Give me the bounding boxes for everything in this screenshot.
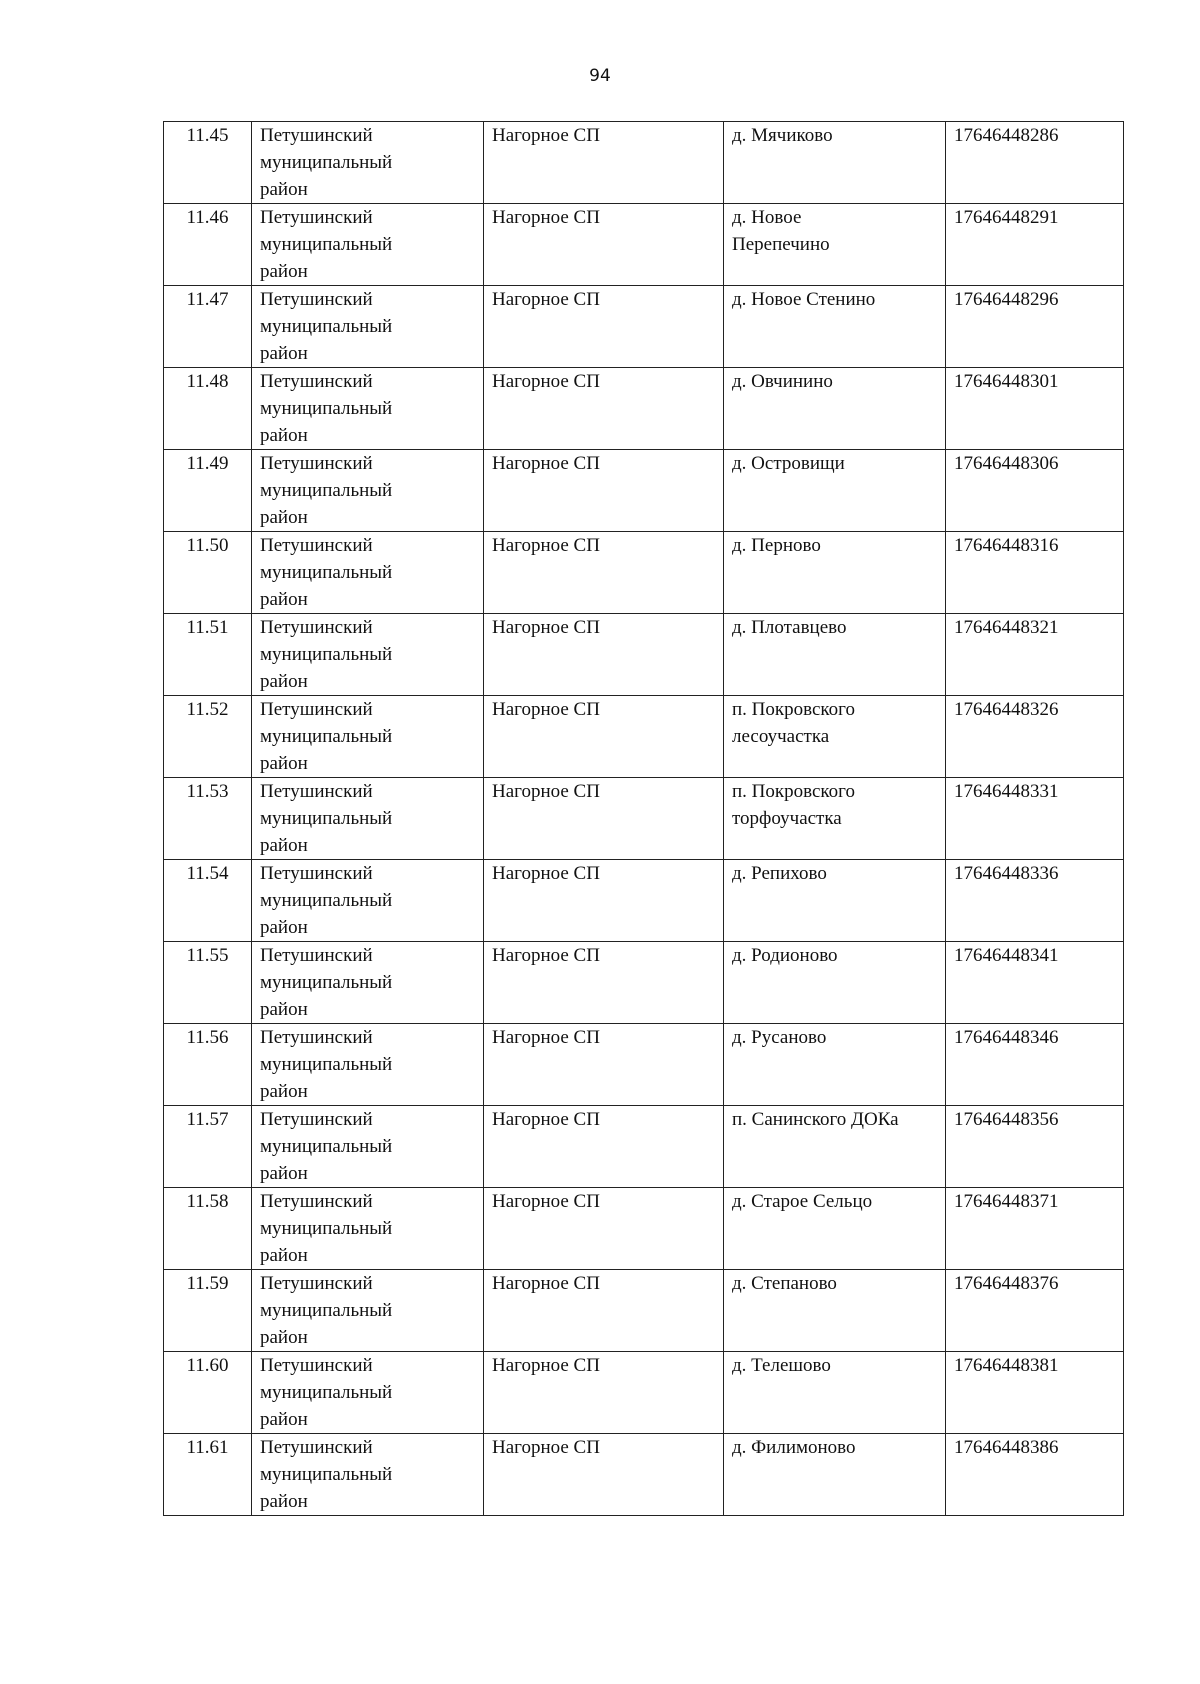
- oktmo-code-cell: 17646448331: [946, 778, 1124, 860]
- locality-line: д. Русаново: [732, 1027, 827, 1048]
- row-number: 11.48: [164, 368, 252, 450]
- table-row: [164, 778, 1124, 860]
- oktmo-code-cell: 17646448371: [946, 1188, 1124, 1270]
- oktmo-code-cell: 17646448306: [946, 450, 1124, 532]
- locality-cell: [724, 614, 946, 696]
- oktmo-code-cell: 17646448386: [946, 1434, 1124, 1516]
- district-line: район: [260, 917, 308, 938]
- locality-line: Перепечино: [732, 234, 830, 255]
- district-cell: [252, 204, 484, 286]
- district-line: Петушинский: [260, 617, 373, 638]
- district-line: Петушинский: [260, 207, 373, 228]
- district-line: Петушинский: [260, 1109, 373, 1130]
- district-line: муниципальный: [260, 726, 393, 747]
- locality-line: п. Покровского: [732, 699, 855, 720]
- locality-cell: [724, 942, 946, 1024]
- table-row: [164, 1106, 1124, 1188]
- district-line: муниципальный: [260, 644, 393, 665]
- oktmo-code-cell: 17646448301: [946, 368, 1124, 450]
- district-line: муниципальный: [260, 1464, 393, 1485]
- district-cell: [252, 122, 484, 204]
- district-cell: [252, 614, 484, 696]
- district-cell: [252, 1270, 484, 1352]
- district-line: район: [260, 753, 308, 774]
- row-number: 11.51: [164, 614, 252, 696]
- table-row: [164, 1352, 1124, 1434]
- oktmo-code-cell: 17646448336: [946, 860, 1124, 942]
- settlement-cell: Нагорное СП: [484, 696, 724, 778]
- district-line: район: [260, 671, 308, 692]
- district-line: район: [260, 1491, 308, 1512]
- district-cell: [252, 1106, 484, 1188]
- oktmo-code-cell: 17646448381: [946, 1352, 1124, 1434]
- locality-cell: [724, 286, 946, 368]
- district-line: Петушинский: [260, 1437, 373, 1458]
- district-cell: [252, 1434, 484, 1516]
- locality-cell: [724, 204, 946, 286]
- district-line: район: [260, 1409, 308, 1430]
- locality-cell: [724, 1270, 946, 1352]
- district-cell: [252, 696, 484, 778]
- district-line: район: [260, 1081, 308, 1102]
- locality-cell: [724, 1352, 946, 1434]
- district-cell: [252, 450, 484, 532]
- district-line: муниципальный: [260, 808, 393, 829]
- district-line: муниципальный: [260, 1054, 393, 1075]
- page-number: 94: [589, 66, 611, 86]
- district-cell: [252, 286, 484, 368]
- settlement-cell: Нагорное СП: [484, 1188, 724, 1270]
- district-line: район: [260, 1163, 308, 1184]
- district-line: Петушинский: [260, 1191, 373, 1212]
- locality-cell: [724, 778, 946, 860]
- locality-line: п. Санинского ДОКа: [732, 1109, 899, 1130]
- district-line: муниципальный: [260, 890, 393, 911]
- locality-line: д. Новое Стенино: [732, 289, 876, 310]
- oktmo-code-cell: 17646448376: [946, 1270, 1124, 1352]
- table-row: [164, 860, 1124, 942]
- district-line: район: [260, 507, 308, 528]
- table-row: [164, 1434, 1124, 1516]
- row-number: 11.49: [164, 450, 252, 532]
- district-cell: [252, 1352, 484, 1434]
- locality-cell: [724, 450, 946, 532]
- district-line: муниципальный: [260, 1382, 393, 1403]
- district-line: Петушинский: [260, 1355, 373, 1376]
- settlement-cell: Нагорное СП: [484, 1270, 724, 1352]
- district-line: Петушинский: [260, 781, 373, 802]
- locality-line: д. Репихово: [732, 863, 827, 884]
- locality-line: д. Телешово: [732, 1355, 831, 1376]
- settlement-cell: Нагорное СП: [484, 286, 724, 368]
- district-cell: [252, 368, 484, 450]
- district-cell: [252, 1024, 484, 1106]
- district-line: Петушинский: [260, 371, 373, 392]
- district-line: муниципальный: [260, 562, 393, 583]
- table-row: [164, 204, 1124, 286]
- district-cell: [252, 860, 484, 942]
- locality-line: д. Родионово: [732, 945, 838, 966]
- district-line: муниципальный: [260, 1136, 393, 1157]
- settlement-cell: Нагорное СП: [484, 942, 724, 1024]
- locality-cell: [724, 1106, 946, 1188]
- locality-line: д. Филимоново: [732, 1437, 856, 1458]
- locality-cell: [724, 696, 946, 778]
- district-line: район: [260, 343, 308, 364]
- oktmo-code-cell: 17646448321: [946, 614, 1124, 696]
- settlement-cell: Нагорное СП: [484, 368, 724, 450]
- district-cell: [252, 778, 484, 860]
- table-row: [164, 368, 1124, 450]
- locality-line: д. Степаново: [732, 1273, 837, 1294]
- table-row: [164, 942, 1124, 1024]
- row-number: 11.56: [164, 1024, 252, 1106]
- district-line: район: [260, 425, 308, 446]
- locality-line: п. Покровского: [732, 781, 855, 802]
- row-number: 11.60: [164, 1352, 252, 1434]
- district-line: район: [260, 1245, 308, 1266]
- district-line: Петушинский: [260, 945, 373, 966]
- locality-cell: [724, 1434, 946, 1516]
- oktmo-code-cell: 17646448286: [946, 122, 1124, 204]
- row-number: 11.58: [164, 1188, 252, 1270]
- locality-line: д. Новое: [732, 207, 802, 228]
- district-line: Петушинский: [260, 1273, 373, 1294]
- table-row: [164, 1024, 1124, 1106]
- district-line: Петушинский: [260, 125, 373, 146]
- oktmo-code-cell: 17646448296: [946, 286, 1124, 368]
- row-number: 11.45: [164, 122, 252, 204]
- district-line: Петушинский: [260, 453, 373, 474]
- district-line: Петушинский: [260, 535, 373, 556]
- settlement-cell: Нагорное СП: [484, 778, 724, 860]
- district-line: район: [260, 261, 308, 282]
- district-line: муниципальный: [260, 1218, 393, 1239]
- locality-cell: [724, 532, 946, 614]
- oktmo-code-cell: 17646448341: [946, 942, 1124, 1024]
- district-line: муниципальный: [260, 234, 393, 255]
- settlement-cell: Нагорное СП: [484, 860, 724, 942]
- district-cell: [252, 1188, 484, 1270]
- locality-cell: [724, 122, 946, 204]
- settlements-table: [163, 121, 1124, 1516]
- locality-cell: [724, 368, 946, 450]
- row-number: 11.54: [164, 860, 252, 942]
- row-number: 11.61: [164, 1434, 252, 1516]
- locality-line: торфоучастка: [732, 808, 842, 829]
- oktmo-code-cell: 17646448291: [946, 204, 1124, 286]
- district-cell: [252, 532, 484, 614]
- settlement-cell: Нагорное СП: [484, 1024, 724, 1106]
- settlement-cell: Нагорное СП: [484, 532, 724, 614]
- oktmo-code-cell: 17646448326: [946, 696, 1124, 778]
- locality-cell: [724, 1024, 946, 1106]
- table-row: [164, 1188, 1124, 1270]
- settlement-cell: Нагорное СП: [484, 614, 724, 696]
- locality-cell: [724, 860, 946, 942]
- district-line: район: [260, 589, 308, 610]
- district-line: муниципальный: [260, 316, 393, 337]
- settlement-cell: Нагорное СП: [484, 1352, 724, 1434]
- locality-line: д. Перново: [732, 535, 821, 556]
- district-line: Петушинский: [260, 1027, 373, 1048]
- locality-line: лесоучастка: [732, 726, 830, 747]
- district-line: Петушинский: [260, 699, 373, 720]
- row-number: 11.47: [164, 286, 252, 368]
- district-line: муниципальный: [260, 398, 393, 419]
- settlement-cell: Нагорное СП: [484, 1106, 724, 1188]
- row-number: 11.59: [164, 1270, 252, 1352]
- table-row: [164, 532, 1124, 614]
- district-line: муниципальный: [260, 972, 393, 993]
- locality-line: д. Мячиково: [732, 125, 833, 146]
- district-line: район: [260, 999, 308, 1020]
- oktmo-code-cell: 17646448346: [946, 1024, 1124, 1106]
- district-line: муниципальный: [260, 152, 393, 173]
- district-line: район: [260, 835, 308, 856]
- row-number: 11.53: [164, 778, 252, 860]
- table-body: [164, 122, 1124, 1516]
- oktmo-code-cell: 17646448316: [946, 532, 1124, 614]
- table-row: [164, 1270, 1124, 1352]
- district-line: Петушинский: [260, 863, 373, 884]
- district-line: Петушинский: [260, 289, 373, 310]
- district-line: район: [260, 1327, 308, 1348]
- locality-line: д. Овчинино: [732, 371, 833, 392]
- row-number: 11.52: [164, 696, 252, 778]
- settlement-cell: Нагорное СП: [484, 122, 724, 204]
- district-cell: [252, 942, 484, 1024]
- oktmo-code-cell: 17646448356: [946, 1106, 1124, 1188]
- row-number: 11.57: [164, 1106, 252, 1188]
- settlement-cell: Нагорное СП: [484, 1434, 724, 1516]
- locality-line: д. Старое Сельцо: [732, 1191, 873, 1212]
- district-line: муниципальный: [260, 1300, 393, 1321]
- table-row: [164, 450, 1124, 532]
- district-line: район: [260, 179, 308, 200]
- locality-line: д. Плотавцево: [732, 617, 847, 638]
- row-number: 11.50: [164, 532, 252, 614]
- row-number: 11.46: [164, 204, 252, 286]
- table-row: [164, 286, 1124, 368]
- district-line: муниципальный: [260, 480, 393, 501]
- settlement-cell: Нагорное СП: [484, 450, 724, 532]
- row-number: 11.55: [164, 942, 252, 1024]
- table-row: [164, 122, 1124, 204]
- table-row: [164, 614, 1124, 696]
- locality-cell: [724, 1188, 946, 1270]
- locality-line: д. Островищи: [732, 453, 845, 474]
- table-row: [164, 696, 1124, 778]
- settlement-cell: Нагорное СП: [484, 204, 724, 286]
